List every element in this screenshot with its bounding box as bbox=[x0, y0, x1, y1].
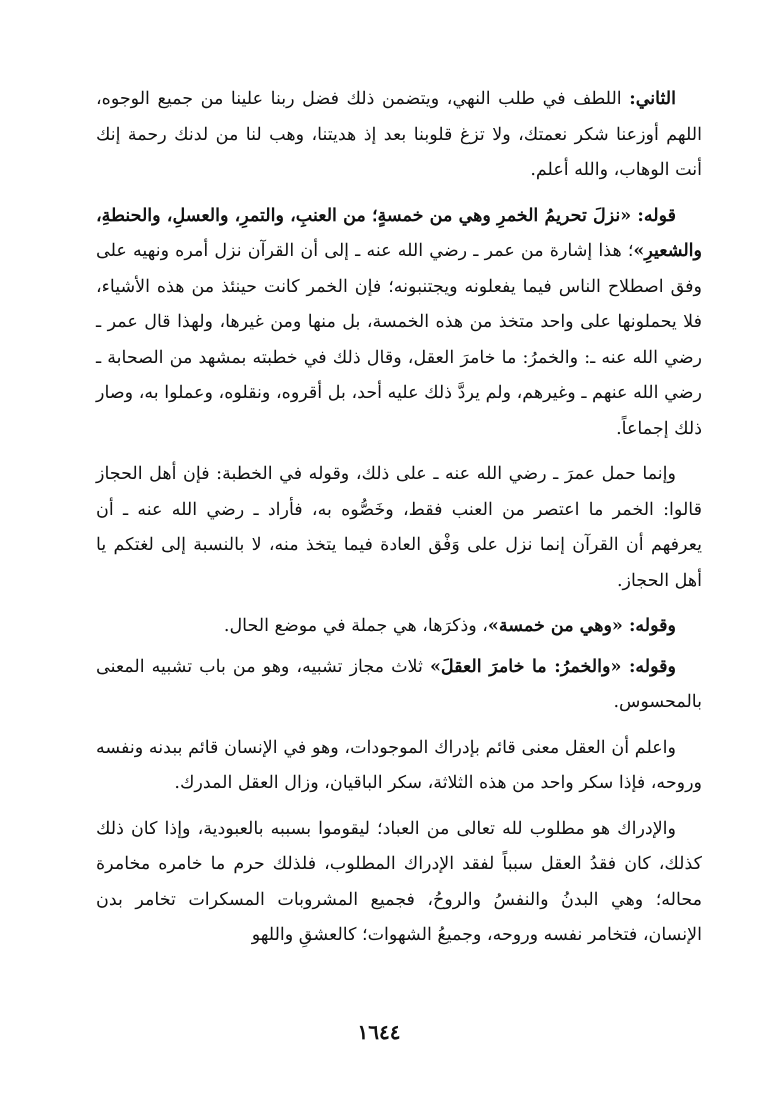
paragraph-text: ، وذكرَها، هي جملة في موضع الحال. bbox=[223, 616, 488, 636]
paragraph-lead: قوله: «نزلَ تحريمُ الخمرِ وهي من خمسةٍ؛ من العنبِ، والتمرِ، والعسلِ، والحنطةِ، والشعيرِ» bbox=[96, 205, 702, 261]
paragraph-text: ثلاث مجاز تشبيه، وهو من باب تشبيه المعنى بالمحسوس. bbox=[96, 656, 702, 712]
paragraph-text: والإدراك هو مطلوب لله تعالى من العباد؛ ليقوموا بسببه بالعبودية، وإذا كان ذلك كذلك، كان فقدُ العقل سبباً لفقد الإدراك المطلوب، فلذلك حرم ما خامره مخامرة محاله؛ وهي البدنُ والنفسُ والروحُ، فجميع المشروبات المسكرات تخامر بدن الإنسان، فتخامر نفسه وروحه، وجميعُ الشهوات؛ كالعشقِ واللهو bbox=[96, 818, 702, 945]
paragraph bbox=[96, 731, 702, 802]
paragraph-text: اللطف في طلب النهي، ويتضمن ذلك فضل ربنا علينا من جميع الوجوه، اللهم أوزعنا شكر نعمتك، ولا تزغ قلوبنا بعد إذ هديتنا، وهب لنا من لدنك رحمة إنك أنت الوهاب، والله أعلم. bbox=[96, 89, 702, 180]
paragraph-lead: الثاني: bbox=[629, 89, 676, 109]
paragraph bbox=[96, 812, 702, 954]
page-body bbox=[96, 82, 702, 959]
paragraph bbox=[96, 457, 702, 599]
paragraph bbox=[96, 650, 702, 721]
paragraph bbox=[96, 199, 702, 448]
paragraph-text: ؛ هذا إشارة من عمر ـ رضي الله عنه ـ إلى أن القرآن نزل أمره ونهيه على وفق اصطلاح الناس فيما يفعلونه ويجتنبونه؛ فإن الخمر كانت حينئذ من هذه الأشياء، فلا يحملونها على واحد متخذ من هذه الخمسة، بل منها ومن غيرها، ولهذا قال عمر ـ رضي الله عنه ـ: والخمرُ: ما خامرَ العقل، وقال ذلك في خطبته بمشهد من الصحابة ـ رضي الله عنهم ـ وغيرهم، ولم يردَّ ذلك عليه أحد، بل أقروه، ونقلوه، وعملوا به، وصار ذلك إجماعاً. bbox=[96, 241, 702, 439]
page-number: ١٦٤٤ bbox=[357, 1020, 401, 1044]
paragraph bbox=[96, 609, 702, 645]
paragraph-lead: وقوله: «وهي من خمسة» bbox=[487, 616, 676, 636]
paragraph-lead: وقوله: «والخمرُ: ما خامرَ العقلَ» bbox=[429, 656, 676, 677]
paragraph-text: واعلم أن العقل معنى قائم بإدراك الموجودات، وهو في الإنسان قائم ببدنه ونفسه وروحه، فإذا سكر واحد من هذه الثلاثة، سكر الباقيان، وزال العقل المدرك. bbox=[96, 737, 702, 793]
paragraph-text: وإنما حمل عمرَ ـ رضي الله عنه ـ على ذلك، وقوله في الخطبة: فإن أهل الحجاز قالوا: الخمر ما اعتصر من العنب فقط، وخَصُّوه به، فأراد ـ رضي الله عنه ـ أن يعرفهم أن القرآن إنما نزل على وَفْق العادة فيما يتخذ منه، لا بالنسبة إلى لغتكم يا أهل الحجاز. bbox=[96, 464, 702, 591]
paragraph bbox=[96, 82, 702, 189]
